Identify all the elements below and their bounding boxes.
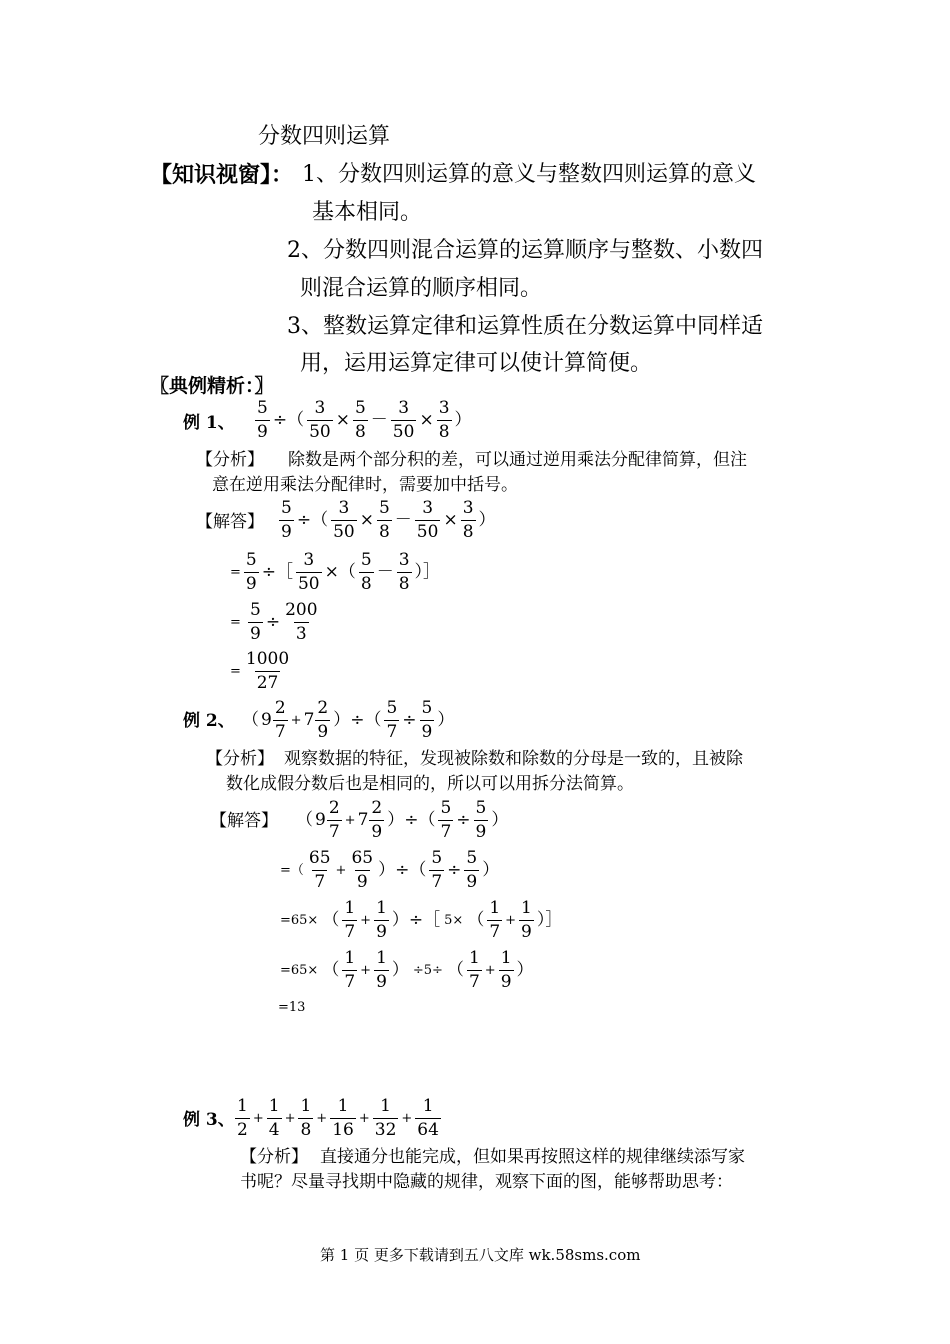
operator: × (335, 410, 350, 430)
operator: ÷（ (272, 410, 305, 430)
numerator: 1 (468, 948, 480, 968)
operator: ）÷［ (391, 910, 441, 930)
example2-answer-step0 (294, 800, 510, 841)
fraction (438, 800, 453, 841)
numerator: 2 (317, 698, 329, 718)
operator: － (370, 410, 388, 430)
operator: （ (242, 710, 259, 730)
denominator: 2 (237, 1120, 248, 1140)
numerator: 1 (521, 898, 532, 918)
fraction (283, 602, 319, 643)
example3-label: 例 3、 (183, 1110, 235, 1130)
operator: ）÷（ (378, 860, 427, 880)
fraction (327, 800, 342, 841)
knowledge-item3-line1: 3、整数运算定律和运算性质在分数运算中同样适 (287, 314, 763, 339)
operator: ） (478, 510, 496, 530)
numerator: 3 (398, 398, 410, 418)
numerator: 5 (431, 848, 443, 868)
example1-answer-result (228, 651, 292, 692)
numerator: 5 (378, 498, 390, 518)
operator: ÷ (402, 710, 417, 730)
example3-analysis-line2: 书呢？尽量寻找期中隐藏的规律，观察下面的图，能够帮助思考： (240, 1172, 733, 1192)
knowledge-item2-line1: 2、分数四则混合运算的运算顺序与整数、小数四 (287, 238, 763, 263)
numerator: 5 (475, 798, 487, 818)
fraction (342, 900, 357, 941)
fraction (464, 850, 479, 891)
numerator: 2 (328, 798, 340, 818)
fraction (415, 500, 441, 541)
knowledge-item1-line2: 基本相同。 (312, 200, 423, 225)
denominator: 8 (360, 574, 372, 594)
example2-analysis-line2: 数化成假分数后也是相同的，所以可以用拆分法简算。 (226, 774, 634, 794)
denominator: 9 (257, 422, 268, 442)
numerator: 2 (274, 698, 286, 718)
example2-answer-step1 (278, 850, 501, 891)
denominator: 9 (371, 822, 383, 842)
operator: + (360, 963, 372, 978)
operator: + (284, 1111, 296, 1126)
denominator: 50 (392, 422, 415, 442)
denominator: 8 (462, 522, 474, 542)
operator: + (505, 913, 517, 928)
operator: + (484, 963, 496, 978)
operator: ） (482, 860, 500, 880)
fraction (244, 552, 259, 593)
mixed-number (358, 800, 386, 841)
operator: = (230, 615, 246, 630)
example1-expression (254, 400, 474, 441)
fraction (359, 552, 374, 593)
operator: ） (491, 810, 509, 830)
numerator: 65 (351, 848, 374, 868)
operator: × (419, 410, 434, 430)
mixed-number (261, 700, 289, 741)
numerator: 2 (371, 798, 383, 818)
fraction (487, 900, 502, 941)
fraction (255, 400, 270, 441)
example3-analysis-line1: 直接通分也能完成，但如果再按照这样的规律继续添写家 (320, 1147, 745, 1167)
example2-expression (240, 700, 456, 741)
operator: ）÷（ (387, 810, 436, 830)
example1-answer-step2 (228, 602, 321, 643)
operator: － (376, 562, 394, 582)
denominator: 7 (344, 972, 356, 992)
numerator: 1 (344, 948, 356, 968)
operator: + (316, 1111, 328, 1126)
denominator: 9 (245, 574, 257, 594)
example1-analysis-label: 【分析】 (196, 450, 264, 470)
denominator: 8 (398, 574, 410, 594)
numerator: 1000 (245, 649, 290, 669)
denominator: 7 (314, 872, 326, 892)
operator: ÷（ (296, 510, 329, 530)
denominator: 8 (354, 422, 366, 442)
operator: － (394, 510, 412, 530)
denominator: 8 (378, 522, 390, 542)
operator: = (230, 664, 241, 679)
numerator: 1 (376, 948, 387, 968)
knowledge-item1-line1: 1、分数四则运算的意义与整数四则运算的意义 (302, 162, 756, 187)
numerator: 3 (422, 498, 434, 518)
operator: （ (467, 910, 485, 930)
denominator: 9 (475, 822, 487, 842)
example2-analysis-label: 【分析】 (206, 749, 274, 769)
example3-expression (234, 1098, 442, 1139)
fraction (267, 1098, 282, 1139)
fraction (342, 950, 357, 991)
denominator: 7 (328, 822, 340, 842)
knowledge-label: 【知识视窗】： (150, 162, 294, 188)
operator: （ (446, 960, 464, 980)
fraction (369, 800, 384, 841)
fraction (397, 552, 412, 593)
numerator: 3 (303, 550, 315, 570)
numerator: 1 (380, 1096, 391, 1116)
numerator: 5 (386, 698, 398, 718)
fraction (296, 552, 322, 593)
numerator: 1 (337, 1096, 349, 1116)
operator: + (335, 863, 347, 878)
denominator: 9 (356, 872, 368, 892)
operator: ÷ (265, 612, 281, 632)
operator: ） (437, 710, 455, 730)
operator: ÷［ (261, 562, 293, 582)
numerator: 5 (466, 848, 478, 868)
operator: ÷ (447, 860, 462, 880)
numerator: 5 (257, 398, 268, 418)
fraction (298, 1098, 313, 1139)
operator: ）］ (536, 910, 563, 930)
numerator: 3 (398, 550, 410, 570)
operator: × (359, 510, 374, 530)
fraction (235, 1098, 250, 1139)
numerator: 5 (421, 698, 433, 718)
numerator: 1 (300, 1096, 312, 1116)
mixed-number (315, 800, 343, 841)
fraction (273, 700, 288, 741)
operator: （ (322, 910, 340, 930)
operator: + (358, 1111, 370, 1126)
denominator: 27 (256, 673, 279, 693)
whole-part: 9 (315, 810, 326, 830)
fraction (429, 850, 444, 891)
numerator: 1 (376, 898, 387, 918)
fraction (307, 400, 333, 441)
fraction (349, 850, 375, 891)
fraction (248, 602, 263, 643)
examples-heading: 〖典例精析：〗 (150, 375, 274, 397)
knowledge-item2-line2: 则混合运算的顺序相同。 (300, 276, 543, 301)
operator: + (252, 1111, 264, 1126)
fraction (519, 900, 534, 941)
example2-analysis-line1: 观察数据的特征，发现被除数和除数的分母是一致的，且被除 (284, 749, 743, 769)
fraction (279, 500, 294, 541)
whole-part: 9 (261, 710, 272, 730)
denominator: 50 (297, 574, 320, 594)
fraction (391, 400, 417, 441)
page-footer: 第 1 页 更多下载请到五八文库 wk.58sms.com (320, 1246, 641, 1264)
denominator: 3 (295, 624, 307, 644)
denominator: 9 (500, 972, 512, 992)
numerator: 3 (438, 398, 450, 418)
example1-answer-step0 (278, 500, 498, 541)
operator: （ (322, 960, 340, 980)
operator: × (443, 510, 458, 530)
numerator: 1 (422, 1096, 434, 1116)
denominator: 7 (440, 822, 452, 842)
denominator: 7 (386, 722, 398, 742)
numerator: 3 (462, 498, 474, 518)
page-title: 分数四则运算 (258, 124, 391, 149)
example3-analysis-label: 【分析】 (240, 1147, 308, 1167)
fraction (330, 1098, 356, 1139)
whole-part: 7 (357, 810, 369, 830)
numerator: 1 (344, 898, 356, 918)
example1-label: 例 1、 (183, 413, 235, 433)
denominator: 50 (416, 522, 439, 542)
fraction (467, 950, 482, 991)
denominator: 16 (332, 1120, 354, 1140)
operator: = (230, 565, 241, 580)
fraction (374, 900, 389, 941)
denominator: 9 (317, 722, 329, 742)
numerator: 5 (250, 600, 261, 620)
denominator: 9 (521, 922, 532, 942)
fraction (377, 500, 392, 541)
operator: ×（ (324, 562, 356, 582)
operator: =65× (280, 963, 319, 978)
denominator: 64 (417, 1120, 439, 1140)
denominator: 7 (274, 722, 286, 742)
example2-answer-step3 (278, 950, 536, 991)
operator: ）÷（ (333, 710, 382, 730)
denominator: 32 (374, 1120, 397, 1140)
example2-label: 例 2、 (183, 711, 235, 731)
fraction (373, 1098, 399, 1139)
denominator: 9 (250, 624, 261, 644)
example1-answer-step1 (228, 552, 442, 593)
numerator: 3 (338, 498, 350, 518)
denominator: 9 (281, 522, 292, 542)
fraction (307, 850, 333, 891)
denominator: 50 (333, 522, 355, 542)
denominator: 7 (468, 972, 480, 992)
denominator: 7 (489, 922, 501, 942)
example1-analysis-line2: 意在逆用乘法分配律时，需要加中括号。 (212, 475, 518, 495)
numerator: 1 (268, 1096, 280, 1116)
numerator: 1 (237, 1096, 248, 1116)
fraction (461, 500, 476, 541)
operator: （ (296, 810, 313, 830)
numerator: 5 (354, 398, 366, 418)
operator: + (401, 1111, 413, 1126)
mixed-number (304, 700, 332, 741)
example2-answer-step2 (278, 900, 564, 941)
example2-answer-label: 【解答】 (210, 811, 278, 831)
fraction (374, 950, 389, 991)
numerator: 3 (314, 398, 326, 418)
numerator: 1 (500, 948, 512, 968)
fraction (384, 700, 399, 741)
fraction (474, 800, 489, 841)
numerator: 5 (281, 498, 292, 518)
operator: ） (454, 410, 472, 430)
numerator: 65 (308, 848, 331, 868)
operator: ） (391, 960, 409, 980)
denominator: 7 (344, 922, 356, 942)
denominator: 9 (376, 922, 387, 942)
operator: + (290, 713, 302, 728)
denominator: 9 (466, 872, 478, 892)
fraction (437, 400, 452, 441)
fraction (244, 651, 291, 692)
fraction (331, 500, 357, 541)
denominator: 4 (268, 1120, 280, 1140)
operator: ）］ (414, 562, 441, 582)
denominator: 9 (376, 972, 387, 992)
knowledge-item3-line2: 用，运用运算定律可以使计算简便。 (300, 351, 653, 376)
example2-answer-result: =13 (278, 1000, 306, 1015)
operator: ÷ (456, 810, 471, 830)
operator: ） (516, 960, 534, 980)
operator: + (360, 913, 372, 928)
fraction (420, 700, 435, 741)
fraction (499, 950, 514, 991)
fraction (415, 1098, 441, 1139)
numerator: 5 (360, 550, 372, 570)
operator: ÷5÷ (412, 963, 443, 978)
example1-answer-label: 【解答】 (196, 512, 264, 532)
whole-part: 7 (303, 710, 315, 730)
numerator: 1 (489, 898, 501, 918)
fraction (315, 700, 330, 741)
denominator: 7 (431, 872, 443, 892)
operator: 5× (444, 913, 464, 928)
denominator: 8 (438, 422, 450, 442)
denominator: 8 (300, 1120, 312, 1140)
operator: =（ (280, 863, 304, 878)
example1-analysis-line1: 除数是两个部分积的差，可以通过逆用乘法分配律简算，但注 (288, 450, 747, 470)
numerator: 5 (440, 798, 452, 818)
fraction (353, 400, 368, 441)
numerator: 5 (245, 550, 257, 570)
denominator: 9 (421, 722, 433, 742)
denominator: 50 (309, 422, 331, 442)
operator: =65× (280, 913, 319, 928)
numerator: 200 (285, 600, 318, 620)
operator: + (344, 813, 356, 828)
